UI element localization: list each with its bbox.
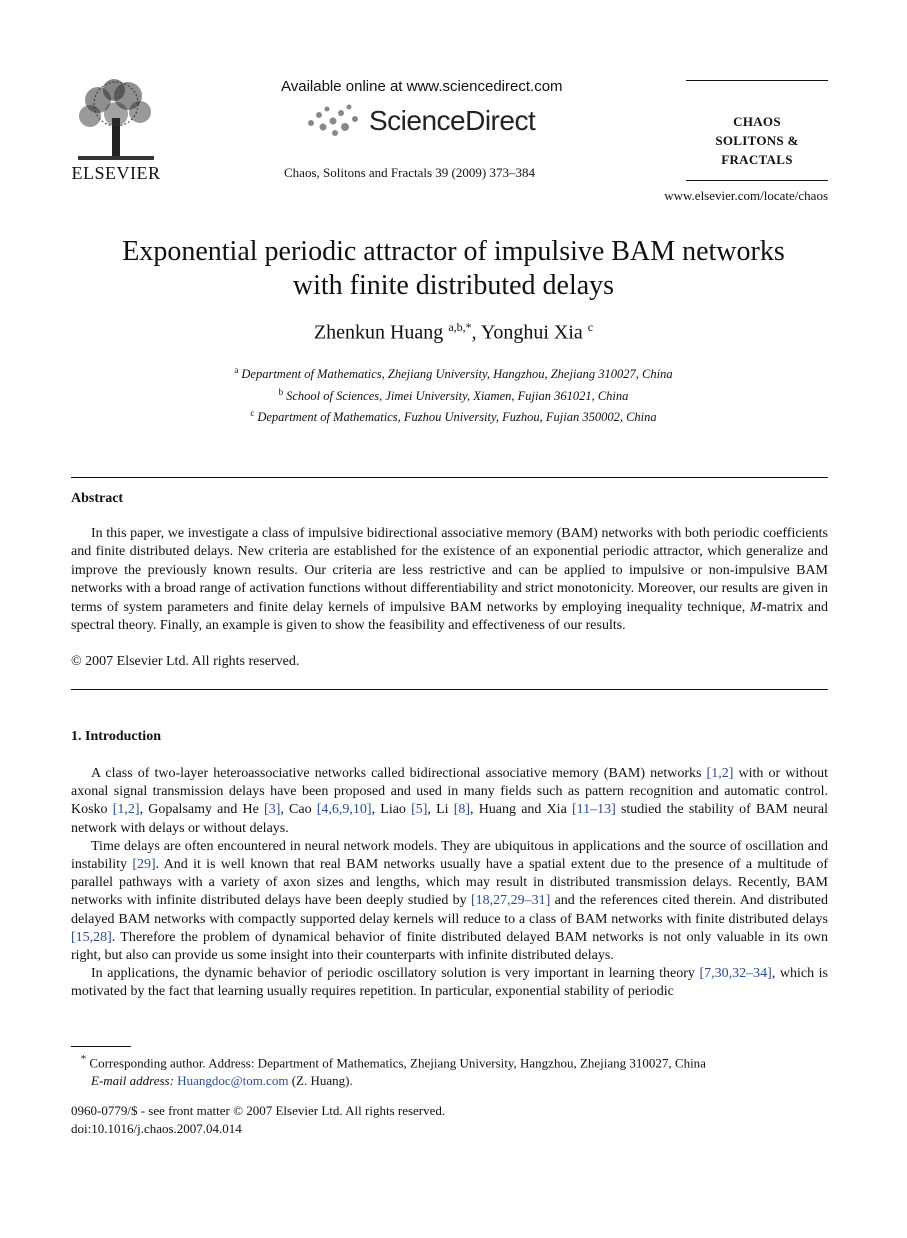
- body-text: , Huang and Xia: [470, 802, 572, 818]
- body-text: . Therefore the problem of dynamical behavior of finite distributed delayed BAM networks is not only valuable in its own right, but also can provide us some insight into their counterparts with infinite distributed delays.: [71, 929, 828, 964]
- citation-link[interactable]: [15,28]: [71, 929, 112, 945]
- citation-link[interactable]: [1,2]: [706, 766, 734, 781]
- journal-name-line2: SOLITONS & FRACTALS: [715, 133, 799, 167]
- affil-marker: b: [278, 386, 284, 397]
- journal-rule-bottom: [686, 180, 828, 181]
- abstract-rule-top: [71, 477, 828, 478]
- sciencedirect-dots-icon: [305, 101, 363, 141]
- journal-rule-top: [686, 80, 828, 81]
- affiliation-b: [60, 384, 847, 406]
- affil-text: Department of Mathematics, Fuzhou University, Fuzhou, Fujian 350002, China: [257, 410, 657, 425]
- citation-link[interactable]: [5]: [411, 802, 428, 818]
- intro-paragraph-2: [71, 838, 828, 965]
- citation-link[interactable]: [11–13]: [571, 802, 616, 818]
- elsevier-wordmark: ELSEVIER: [71, 163, 161, 183]
- footnote: [71, 1050, 828, 1090]
- author-1[interactable]: Zhenkun Huang: [313, 321, 444, 344]
- citation-link[interactable]: [3]: [264, 802, 281, 818]
- affil-marker: a: [234, 365, 239, 375]
- affiliation-a: [60, 362, 847, 384]
- intro-paragraph-3: [71, 965, 828, 1001]
- issn-line: 0960-0779/$ - see front matter © 2007 Elsevier Ltd. All rights reserved.: [71, 1103, 446, 1118]
- body-text: , Gopalsamy and He: [139, 802, 265, 818]
- abstract-paragraph: In this paper, we investigate a class of impulsive bidirectional associative memory (BAM) networks with both periodic coefficients and finite distributed delays. New criteria are established for the existence of an exponential periodic attractor, which generalize and improve the previously known results. Our criteria are less restrictive and can be applied to impulsive or non-impulsive BAM networks with a broad range of activation functions without differentiability and strict monotonicity. Moreover, our results are given in terms of system parameters and finite delay kernels of impulsive BAM networks by employing inequality technique, M-matrix and spectral theory. Finally, an example is given to show the feasibility and effectiveness of our results.: [71, 526, 829, 634]
- abstract-body: [71, 525, 828, 635]
- journal-url[interactable]: www.elsevier.com/locate/chaos: [664, 188, 828, 203]
- title-line-1: Exponential periodic attractor of impulsive BAM networks: [122, 236, 785, 267]
- abstract-heading: Abstract: [71, 491, 124, 506]
- section-heading-introduction: 1. Introduction: [71, 729, 161, 744]
- affil-marker: c: [250, 408, 255, 419]
- body-text: and the references cited therein. And distributed delayed BAM networks with compactly supported delay kernels will reduce to a class of BAM networks with finite distributed delays: [71, 893, 828, 927]
- author-1-affil: a,b,*: [448, 320, 472, 334]
- journal-name-line1: CHAOS: [733, 114, 781, 129]
- introduction-body: [71, 765, 828, 1002]
- body-text: , which is motivated by the fact that learning usually requires repetition. In particular, exponential stability of periodic: [71, 966, 828, 1000]
- authors: [60, 320, 847, 345]
- affil-text: Department of Mathematics, Zhejiang University, Hangzhou, Zhejiang 310027, China: [241, 367, 673, 382]
- citation-link[interactable]: [8]: [453, 802, 471, 818]
- affiliation-c: [60, 405, 847, 427]
- citation-link[interactable]: [18,27,29–31]: [470, 893, 551, 909]
- email-link[interactable]: Huangdoc@tom.com: [177, 1073, 289, 1089]
- doi-line[interactable]: doi:10.1016/j.chaos.2007.04.014: [71, 1120, 242, 1136]
- article-title: [60, 235, 847, 303]
- affil-text: School of Sciences, Jimei University, Xiamen, Fujian 361021, China: [286, 388, 629, 403]
- corresponding-author-note: * Corresponding author. Address: Department of Mathematics, Zhejiang University, Hangzhou, Zhejiang 310027, China: [80, 1053, 706, 1071]
- email-line: E-mail address: Huangdoc@tom.com (Z. Huang).: [91, 1073, 353, 1089]
- body-text: , Cao: [280, 802, 317, 818]
- journal-name: [686, 112, 828, 169]
- intro-paragraph-1: [71, 765, 828, 838]
- body-text: In applications, the dynamic behavior of periodic oscillatory solution is very important in learning theory: [91, 966, 700, 982]
- sciencedirect-logo: [305, 100, 555, 142]
- affiliations: [60, 362, 847, 427]
- title-line-2: with finite distributed delays: [292, 270, 615, 301]
- author-2[interactable]: Yonghui Xia: [480, 321, 583, 344]
- abstract-copyright: © 2007 Elsevier Ltd. All rights reserved.: [71, 654, 300, 669]
- journal-citation: Chaos, Solitons and Fractals 39 (2009) 373–384: [284, 165, 535, 180]
- body-text: , Liao: [371, 802, 412, 818]
- front-matter: [71, 1102, 445, 1137]
- sciencedirect-wordmark: ScienceDirect: [369, 105, 536, 136]
- body-text: A class of two-layer heteroassociative networks called bidirectional associative memory (BAM) networks: [91, 766, 707, 781]
- author-separator: ,: [471, 321, 481, 344]
- available-online: Available online at www.sciencedirect.com: [281, 78, 563, 95]
- citation-link[interactable]: [7,30,32–34]: [699, 966, 772, 982]
- body-text: , Li: [427, 802, 454, 818]
- citation-link[interactable]: [29]: [132, 857, 156, 873]
- citation-link[interactable]: [1,2]: [112, 802, 140, 818]
- citation-link[interactable]: [4,6,9,10]: [316, 802, 372, 818]
- body-text: . And it is well known that real BAM networks usually have a spatial extent due to the presence of a multitude of parallel pathways with a variety of axon sizes and lengths, which may result in distributed transmission delays. Recently, BAM networks with infinite distributed delays have been deeply studied by: [71, 857, 828, 909]
- footnote-rule: [71, 1046, 131, 1047]
- body-text: Time delays are often encountered in neural network models. They are ubiquitous in applications and the source of oscillation and instability: [71, 838, 828, 873]
- author-2-affil: c: [587, 320, 594, 334]
- abstract-rule-bottom: [71, 689, 828, 690]
- body-text: studied the stability of BAM neural network with delays or without delays.: [71, 802, 828, 836]
- body-text: with or without axonal signal transmission delays have been proposed and used in many fields such as pattern recognition and automatic control. Kosko: [71, 766, 828, 818]
